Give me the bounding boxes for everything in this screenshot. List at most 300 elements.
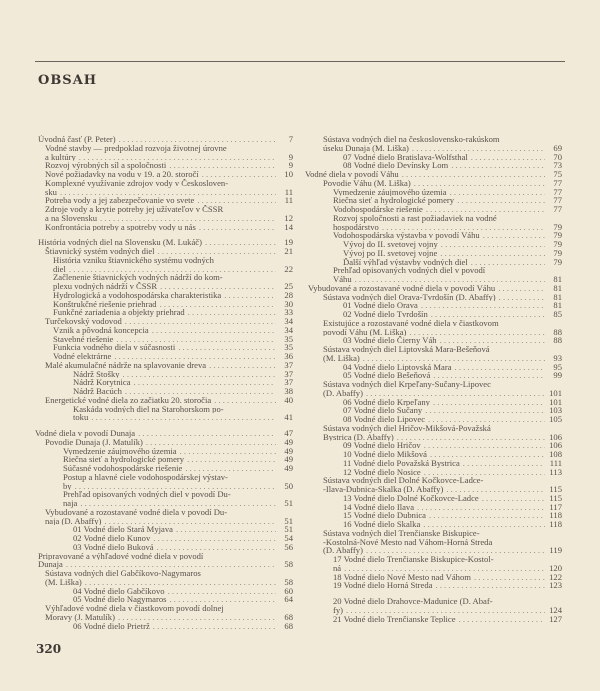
- toc-entry-page: 30: [284, 299, 293, 309]
- dot-leader: [187, 455, 276, 464]
- toc-section: [35, 238, 293, 422]
- toc-entry[interactable]: [305, 476, 562, 494]
- toc-entry[interactable]: [305, 161, 562, 170]
- dot-leader: [397, 433, 545, 442]
- toc-entry-page: 101: [549, 388, 562, 398]
- dot-leader: [433, 371, 545, 380]
- toc-entry-page: 47: [284, 429, 293, 438]
- toc-entry-text: povodí Váhu (M. Liška): [323, 327, 407, 337]
- toc-entry[interactable]: [305, 459, 562, 468]
- toc-entry[interactable]: [35, 308, 293, 317]
- dot-leader: [138, 429, 276, 438]
- dot-leader: [450, 188, 545, 197]
- toc-entry-page: 101: [549, 397, 562, 407]
- toc-entry-last-line: [45, 517, 293, 526]
- toc-entry-last-line: [323, 354, 562, 363]
- dot-leader: [85, 578, 276, 587]
- toc-entry-page: 79: [553, 231, 562, 240]
- toc-entry-text: Nádrž Bacúch: [73, 387, 122, 396]
- toc-entry-text: úseku Dunaja (M. Liška): [323, 143, 409, 153]
- toc-entry-text: 08 Vodné dielo Lipovec: [343, 415, 426, 424]
- dot-leader: [430, 450, 545, 459]
- toc-entry-text: 19 Vodné dielo Horná Streda: [333, 581, 433, 590]
- toc-entry[interactable]: [35, 429, 293, 438]
- toc-entry-text: Povodie Váhu (M. Liška): [323, 178, 411, 188]
- toc-entry[interactable]: [35, 543, 293, 552]
- toc-entry[interactable]: [305, 231, 562, 240]
- dot-leader: [152, 326, 276, 335]
- toc-entry-text: 07 Vodné dielo Bratislava-Wolfsthal: [343, 152, 468, 162]
- toc-entry-last-line: [308, 284, 562, 293]
- toc-section: [35, 135, 293, 231]
- toc-entry-text: 14 Vodné dielo Ilava: [343, 502, 415, 512]
- toc-entry-text: Sústava vodných diel Liptovská Mara-Bešeňová: [323, 345, 490, 354]
- toc-entry-last-line: [73, 378, 293, 387]
- dot-leader: [202, 170, 276, 179]
- toc-entry-text: Vodné diela v povodí Dunaja: [35, 429, 136, 438]
- dot-leader: [178, 343, 276, 352]
- toc-entry-page: 103: [549, 406, 562, 415]
- toc-entry-page: 79: [553, 248, 562, 258]
- toc-entry[interactable]: [35, 317, 293, 326]
- toc-entry[interactable]: [35, 370, 293, 379]
- toc-entry-text: Výhľadové vodné diela v čiastkovom povodí dolnej: [45, 604, 224, 613]
- dot-leader: [435, 581, 545, 590]
- toc-entry[interactable]: [305, 573, 562, 582]
- toc-entry-page: 77: [553, 178, 562, 188]
- toc-entry-page: 35: [284, 343, 293, 352]
- toc-entry-last-line: [343, 406, 562, 415]
- toc-entry[interactable]: [35, 343, 293, 352]
- toc-entry-page: 35: [284, 334, 293, 344]
- toc-entry-last-line: [343, 240, 562, 249]
- dot-leader: [205, 238, 276, 247]
- toc-entry[interactable]: [35, 196, 293, 205]
- toc-entry-last-line: [343, 468, 562, 477]
- dot-leader: [114, 352, 276, 361]
- dot-leader: [498, 284, 545, 293]
- toc-entry[interactable]: [35, 335, 293, 344]
- toc-entry-last-line: [333, 205, 562, 214]
- dot-leader: [417, 503, 545, 512]
- toc-entry-last-line: [73, 595, 293, 604]
- toc-entry[interactable]: [35, 300, 293, 309]
- dot-leader: [80, 499, 276, 508]
- toc-entry-text: diel: [53, 264, 66, 274]
- toc-entry[interactable]: [35, 534, 293, 543]
- dot-leader: [157, 543, 276, 552]
- toc-section: [305, 597, 562, 623]
- toc-entry[interactable]: [35, 604, 293, 622]
- toc-entry[interactable]: [305, 555, 562, 573]
- dot-leader: [224, 291, 276, 300]
- toc-entry[interactable]: [35, 179, 293, 197]
- toc-entry-text: 07 Vodné dielo Sučany: [343, 406, 423, 415]
- toc-entry-last-line: [323, 433, 562, 442]
- toc-entry[interactable]: [35, 490, 293, 508]
- toc-entry-last-line: [73, 622, 293, 631]
- toc-entry-text: naja: [63, 499, 78, 508]
- dot-leader: [471, 258, 545, 267]
- toc-entry-page: 49: [284, 446, 293, 456]
- toc-entry-page: 118: [549, 520, 562, 529]
- toc-entry-text: Nádrž Stošky: [73, 369, 120, 379]
- toc-entry-text: Vodohospodárska výstavba v povodí Váhu: [333, 231, 480, 240]
- toc-entry-text: Vodné elektrárne: [53, 352, 112, 361]
- toc-entry[interactable]: [35, 552, 293, 570]
- toc-entry-page: 64: [284, 595, 293, 604]
- toc-entry-last-line: [53, 265, 293, 274]
- toc-entry-text: Konštrukčné riešenie priehrad: [53, 299, 157, 309]
- toc-entry[interactable]: [35, 247, 293, 256]
- toc-entry-text: Postup a hlavné ciele vodohospodárskej výstav-: [63, 472, 228, 482]
- dot-leader: [153, 534, 276, 543]
- toc-entry[interactable]: [35, 205, 293, 223]
- toc-entry[interactable]: [305, 415, 562, 424]
- toc-entry-text: Vybudované a rozostavané vodné diela v povodí Du-: [45, 507, 228, 517]
- toc-entry-page: 60: [284, 586, 293, 596]
- toc-entry-text: Rozvoj spoločnosti a rast požiadaviek na vodné: [333, 213, 497, 223]
- dot-leader: [119, 135, 276, 144]
- dot-leader: [446, 485, 545, 494]
- toc-entry[interactable]: [35, 387, 293, 396]
- toc-entry-last-line: [333, 615, 562, 624]
- toc-entry-page: 9: [288, 161, 293, 170]
- toc-column-right: [305, 135, 562, 630]
- toc-entry-text: hospodárstvo: [333, 222, 379, 232]
- toc-entry-last-line: [323, 144, 562, 153]
- toc-entry-text: Ďalší výhľad výstavby vodných diel: [343, 257, 468, 267]
- dot-leader: [153, 622, 276, 631]
- toc-entry-text: Konfrontácia potreby a spotreby vody u nás: [45, 222, 196, 232]
- toc-entry-text: Vznik a pôvodná koncepcia: [53, 325, 149, 335]
- dot-leader: [91, 413, 276, 422]
- toc-entry-text: Funkcia vodného diela v súčasnosti: [53, 343, 176, 352]
- toc-entry-text: Prehľad opisovaných vodných diel v povodí: [333, 266, 486, 275]
- dot-leader: [433, 398, 545, 407]
- toc-entry[interactable]: [305, 258, 562, 267]
- dot-leader: [482, 494, 545, 503]
- toc-entry[interactable]: [35, 438, 293, 447]
- toc-entry-last-line: [53, 291, 293, 300]
- toc-entry-text: plexu vodných nádrží v ČSSR: [53, 282, 158, 291]
- toc-entry[interactable]: [305, 398, 562, 407]
- toc-entry-last-line: [343, 301, 562, 310]
- dot-leader: [409, 328, 545, 337]
- toc-entry[interactable]: [35, 273, 293, 291]
- toc-entry[interactable]: [35, 378, 293, 387]
- toc-entry-text: Sústava vodných diel Gabčíkovo-Nagymaros: [45, 569, 201, 578]
- toc-entry[interactable]: [35, 238, 293, 247]
- dot-leader: [199, 223, 276, 232]
- toc-entry[interactable]: [305, 406, 562, 415]
- toc-entry-last-line: [343, 503, 562, 512]
- toc-entry-page: 124: [549, 605, 562, 615]
- toc-entry-text: Úvodná časť (P. Peter): [38, 135, 116, 144]
- toc-entry[interactable]: [35, 361, 293, 370]
- toc-entry[interactable]: [305, 597, 562, 615]
- toc-entry[interactable]: [35, 256, 293, 274]
- toc-entry-text: História vodných diel na Slovensku (M. Lukáč): [38, 238, 202, 247]
- dot-leader: [440, 249, 545, 258]
- toc-entry-page: 105: [549, 415, 562, 424]
- toc-entry-page: 106: [549, 441, 562, 450]
- toc-entry[interactable]: [305, 249, 562, 258]
- toc-entry-text: 01 Vodné dielo Orava: [343, 301, 418, 310]
- toc-entry-page: 11: [284, 196, 293, 205]
- dot-leader: [421, 301, 545, 310]
- toc-entry-text: Pripravované a výhľadové vodné diela v povodí: [38, 551, 204, 561]
- toc-entry[interactable]: [305, 336, 562, 345]
- dot-leader: [69, 265, 276, 274]
- toc-entry-last-line: [53, 343, 293, 352]
- toc-entry[interactable]: [35, 508, 293, 526]
- toc-entry[interactable]: [305, 179, 562, 188]
- dot-leader: [459, 615, 545, 624]
- dot-leader: [168, 587, 276, 596]
- dot-leader: [428, 415, 545, 424]
- toc-entry-page: 49: [284, 437, 293, 447]
- toc-entry-page: 99: [553, 371, 562, 380]
- toc-entry-last-line: [333, 581, 562, 590]
- toc-entry-last-line: [333, 223, 562, 232]
- toc-entry-text: História vzniku štiavnického systému vodných: [53, 255, 214, 265]
- toc-entry-text: Zdroje vody a krytie potreby jej užívateľov v ČSSR: [45, 205, 224, 214]
- toc-entry-page: 14: [284, 222, 293, 232]
- toc-entry[interactable]: [35, 569, 293, 587]
- toc-entry[interactable]: [305, 345, 562, 363]
- toc-entry-text: Sústava vodných diel Krpeľany-Sučany-Lipovec: [323, 380, 491, 389]
- toc-entry[interactable]: [305, 615, 562, 624]
- toc-entry-last-line: [45, 317, 293, 326]
- toc-entry[interactable]: [305, 301, 562, 310]
- toc-entry[interactable]: [305, 153, 562, 162]
- toc-entry-page: 85: [553, 310, 562, 319]
- toc-entry[interactable]: [305, 310, 562, 319]
- page-number: 320: [36, 642, 62, 656]
- dot-leader: [414, 179, 545, 188]
- toc-entry-page: 70: [553, 152, 562, 162]
- dot-leader: [474, 573, 545, 582]
- dot-leader: [412, 144, 545, 153]
- toc-entry-last-line: [323, 293, 562, 302]
- header-rule: [35, 61, 565, 62]
- toc-entry[interactable]: [305, 503, 562, 512]
- toc-entry-page: 58: [284, 577, 293, 587]
- page-title: OBSAH: [38, 73, 98, 88]
- dot-leader: [158, 247, 276, 256]
- dot-leader: [185, 464, 276, 473]
- toc-entry-last-line: [343, 363, 562, 372]
- toc-entry[interactable]: [305, 494, 562, 503]
- toc-entry-page: 33: [284, 308, 293, 317]
- toc-entry[interactable]: [305, 450, 562, 459]
- toc-entry[interactable]: [305, 529, 562, 555]
- toc-entry[interactable]: [35, 595, 293, 604]
- toc-entry-page: 9: [288, 152, 293, 162]
- toc-entry-page: 19: [284, 238, 293, 247]
- dot-leader: [344, 564, 545, 573]
- toc-entry-text: Komplexné využívanie zdrojov vody v Českosloven-: [45, 178, 229, 188]
- toc-entry[interactable]: [305, 511, 562, 520]
- toc-entry-last-line: [73, 413, 293, 422]
- toc-entry[interactable]: [35, 161, 293, 170]
- toc-entry[interactable]: [305, 214, 562, 232]
- dot-leader: [440, 336, 545, 345]
- dot-leader: [197, 196, 276, 205]
- toc-entry[interactable]: [35, 326, 293, 335]
- toc-entry-page: 34: [284, 325, 293, 335]
- toc-entry[interactable]: [305, 424, 562, 442]
- toc-entry[interactable]: [35, 464, 293, 473]
- toc-entry-page: 38: [284, 387, 293, 396]
- toc-entry-last-line: [63, 482, 293, 491]
- dot-leader: [160, 300, 276, 309]
- toc-entry-text: Vodné stavby — predpoklad rozvoja životnej úrovne: [45, 143, 227, 153]
- dot-leader: [355, 275, 545, 284]
- toc-entry-text: -Ilava-Dubnica-Skalka (D. Abaffy): [323, 485, 444, 494]
- dot-leader: [100, 214, 276, 223]
- toc-entry-text: 03 Vodné dielo Buková: [73, 542, 154, 552]
- dot-leader: [431, 310, 545, 319]
- toc-entry[interactable]: [35, 525, 293, 534]
- toc-entry[interactable]: [35, 622, 293, 631]
- toc-entry[interactable]: [305, 371, 562, 380]
- toc-entry-text: Vodohospodárske riešenie: [333, 205, 423, 214]
- toc-entry[interactable]: [35, 455, 293, 464]
- toc-entry-text: Nádrž Korytnica: [73, 378, 131, 387]
- toc-entry-page: 113: [549, 467, 562, 477]
- toc-entry-page: 127: [549, 614, 562, 624]
- dot-leader: [451, 161, 545, 170]
- dot-leader: [402, 170, 545, 179]
- toc-entry-last-line: [343, 161, 562, 170]
- toc-entry-last-line: [63, 455, 293, 464]
- toc-entry-last-line: [333, 275, 562, 284]
- toc-entry[interactable]: [35, 144, 293, 162]
- toc-entry[interactable]: [305, 380, 562, 398]
- toc-entry-last-line: [343, 494, 562, 503]
- toc-entry[interactable]: [35, 447, 293, 456]
- toc-entry-text: Sústava vodných diel na československo-rakúskom: [323, 135, 500, 144]
- toc-entry-last-line: [73, 525, 293, 534]
- toc-entry-last-line: [343, 336, 562, 345]
- toc-entry-text: Súčasné vodohospodárske riešenie: [63, 464, 183, 473]
- toc-entry-page: 68: [284, 621, 293, 631]
- toc-entry[interactable]: [35, 473, 293, 491]
- toc-entry[interactable]: [305, 266, 562, 284]
- toc-entry-page: 77: [553, 187, 562, 197]
- toc-entry-last-line: [45, 578, 293, 587]
- dot-leader: [441, 240, 545, 249]
- dot-leader: [426, 205, 545, 214]
- toc-entry[interactable]: [305, 468, 562, 477]
- toc-entry-text: Riečna sieť a hydrologické pomery: [63, 455, 185, 464]
- toc-entry-text: 15 Vodné dielo Dubnica: [343, 511, 426, 520]
- toc-entry-page: 93: [553, 353, 562, 363]
- toc-entry-last-line: [45, 153, 293, 162]
- toc-entry-last-line: [333, 606, 562, 615]
- toc-entry-text: Prehľad opisovaných vodných diel v povodí Du-: [63, 490, 231, 499]
- toc-entry[interactable]: [305, 170, 562, 179]
- toc-entry[interactable]: [305, 188, 562, 197]
- dot-leader: [499, 293, 545, 302]
- dot-leader: [424, 441, 545, 450]
- toc-entry-text: 04 Vodné dielo Gabčíkovo: [73, 586, 165, 596]
- toc-entry[interactable]: [35, 587, 293, 596]
- toc-entry[interactable]: [305, 581, 562, 590]
- toc-entry-page: 21: [284, 247, 293, 256]
- toc-entry-last-line: [343, 398, 562, 407]
- dot-leader: [118, 613, 276, 622]
- toc-entry[interactable]: [35, 170, 293, 179]
- toc-entry-page: 81: [553, 283, 562, 293]
- toc-entry[interactable]: [35, 352, 293, 361]
- toc-entry[interactable]: [305, 319, 562, 337]
- toc-entry-text: 06 Vodné dielo Krpeľany: [343, 397, 430, 407]
- toc-entry-last-line: [333, 564, 562, 573]
- toc-entry[interactable]: [35, 291, 293, 300]
- toc-entry[interactable]: [305, 441, 562, 450]
- dot-leader: [471, 153, 545, 162]
- toc-entry-page: 49: [284, 455, 293, 464]
- toc-entry-text: -Kostolná-Nové Mesto nad Váhom-Horná Streda: [323, 537, 493, 547]
- toc-entry-last-line: [45, 214, 293, 223]
- toc-entry[interactable]: [35, 223, 293, 232]
- toc-entry[interactable]: [305, 205, 562, 214]
- toc-entry-last-line: [45, 196, 293, 205]
- toc-entry[interactable]: [305, 520, 562, 529]
- toc-entry-page: 34: [284, 317, 293, 326]
- toc-entry-last-line: [343, 371, 562, 380]
- toc-entry-page: 79: [553, 257, 562, 267]
- toc-entry-last-line: [323, 328, 562, 337]
- dot-leader: [366, 546, 545, 555]
- toc-entry-page: 73: [553, 161, 562, 170]
- toc-entry-text: 16 Vodné dielo Skalka: [343, 520, 421, 529]
- toc-entry[interactable]: [305, 363, 562, 372]
- dot-leader: [169, 161, 276, 170]
- toc-entry-page: 28: [284, 290, 293, 300]
- toc-entry-text: (M. Liška): [323, 353, 360, 363]
- toc-entry[interactable]: [305, 284, 562, 293]
- toc-entry-text: Existujúce a rozostavané vodné diela v čiastkovom: [323, 318, 499, 328]
- toc-entry[interactable]: [35, 405, 293, 423]
- toc-entry[interactable]: [305, 240, 562, 249]
- toc-entry-last-line: [53, 282, 293, 291]
- toc-entry-page: 120: [549, 563, 562, 573]
- toc-entry[interactable]: [305, 196, 562, 205]
- toc-entry-page: 81: [553, 292, 562, 302]
- toc-entry-page: 119: [549, 546, 562, 555]
- toc-entry[interactable]: [35, 135, 293, 144]
- toc-entry-text: 05 Vodné dielo Nagymaros: [73, 595, 167, 604]
- dot-leader: [425, 406, 545, 415]
- toc-entry-last-line: [45, 170, 293, 179]
- toc-entry-text: Funkčné zariadenia a objekty priehrad: [53, 308, 185, 317]
- toc-entry-last-line: [73, 587, 293, 596]
- dot-leader: [60, 188, 276, 197]
- toc-entry[interactable]: [35, 396, 293, 405]
- toc-entry[interactable]: [305, 293, 562, 302]
- toc-entry-last-line: [45, 361, 293, 370]
- toc-entry[interactable]: [305, 135, 562, 153]
- toc-entry-text: Rozvoj výrobných síl a spoločnosti: [45, 161, 167, 170]
- toc-entry-last-line: [73, 370, 293, 379]
- toc-entry-page: 122: [549, 572, 562, 582]
- toc-entry-page: 22: [284, 264, 293, 274]
- toc-entry-page: 58: [284, 560, 293, 569]
